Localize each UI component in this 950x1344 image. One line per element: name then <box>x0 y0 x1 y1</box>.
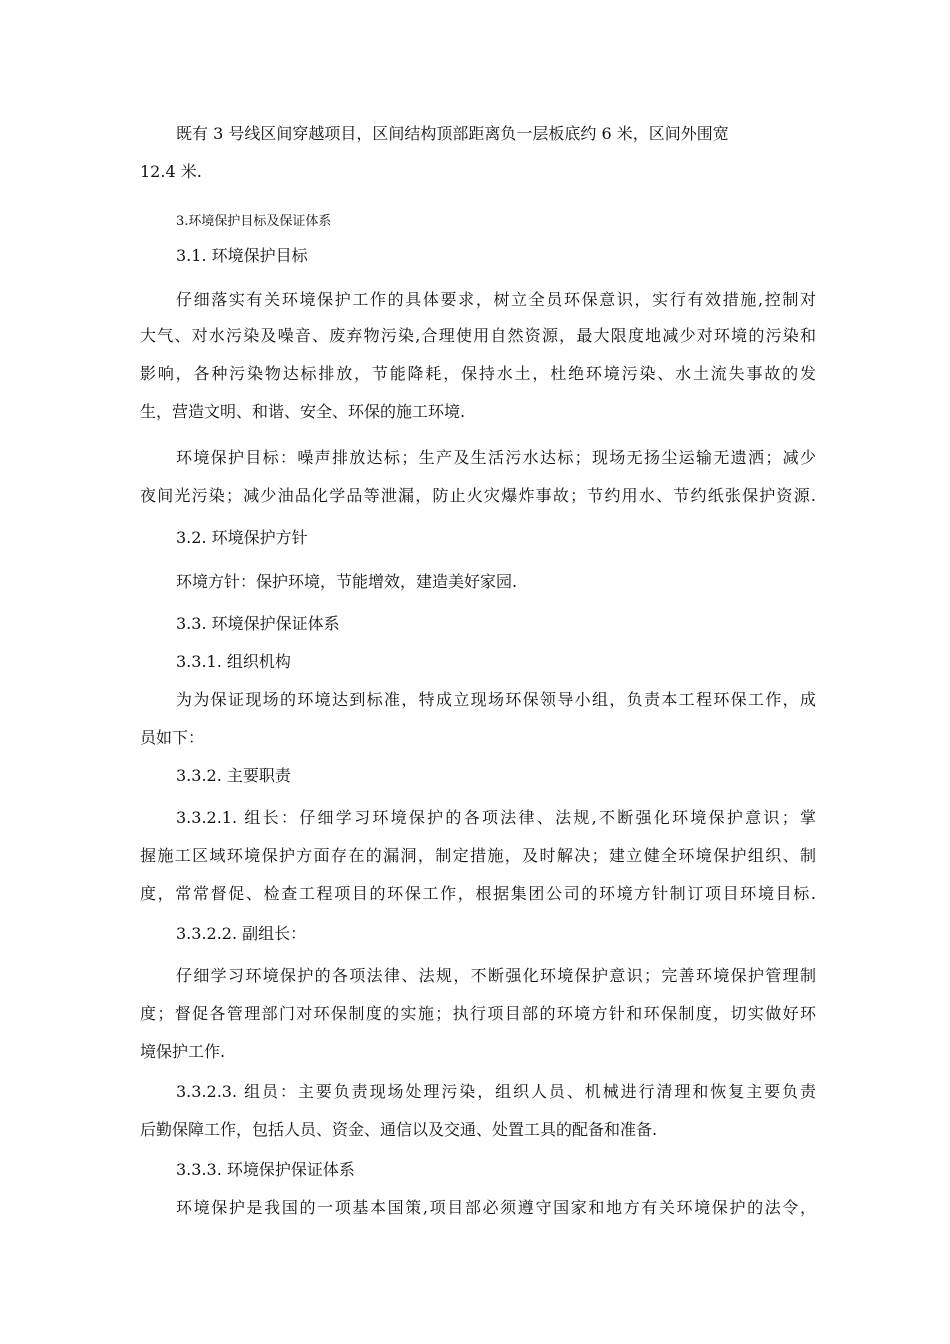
section-heading-3-2: 3.2. 环境保护方针 <box>176 528 308 547</box>
section-heading-3-3-3: 3.3.3. 环境保护保证体系 <box>176 1160 355 1179</box>
paragraph-line-24: 境保护工作. <box>140 1042 226 1061</box>
section-heading-3-3-2: 3.3.2. 主要职责 <box>176 766 291 785</box>
section-heading-3-3: 3.3. 环境保护保证体系 <box>176 614 340 633</box>
section-heading-3-3-1: 3.3.1. 组织机构 <box>176 652 291 671</box>
section-heading-3-3-2-2: 3.3.2.2. 副组长： <box>176 924 307 943</box>
paragraph-line-15: 为为保证现场的环境达到标准，特成立现场环保领导小组，负责本工程环保工作，成 <box>176 690 816 709</box>
paragraph-line-20: 度，常常督促、检查工程项目的环保工作，根据集团公司的环境方针制订项目环境目标. <box>140 884 816 903</box>
section-heading-3: 3.环境保护目标及保证体系 <box>176 214 332 229</box>
paragraph-line-19: 握施工区域环境保护方面存在的漏洞，制定措施，及时解决；建立健全环境保护组织、制 <box>140 846 816 865</box>
paragraph-line-9: 环境保护目标：噪声排放达标；生产及生活污水达标；现场无扬尘运输无遗洒；减少 <box>176 448 816 467</box>
paragraph-line-8: 生，营造文明、和谐、安全、环保的施工环境. <box>140 402 466 421</box>
paragraph-line-22: 仔细学习环境保护的各项法律、法规，不断强化环境保护意识；完善环境保护管理制 <box>176 966 816 985</box>
paragraph-line-23: 度；督促各管理部门对环保制度的实施；执行项目部的环境方针和环保制度，切实做好环 <box>140 1004 816 1023</box>
paragraph-line-25: 3.3.2.3. 组员：主要负责现场处理污染，组织人员、机械进行清理和恢复主要负责 <box>176 1082 816 1101</box>
paragraph-line-7: 影响，各种污染物达标排放，节能降耗，保持水土，杜绝环境污染、水土流失事故的发 <box>140 364 816 383</box>
paragraph-line-5: 仔细落实有关环境保护工作的具体要求，树立全员环保意识，实行有效措施,控制对 <box>176 290 816 309</box>
paragraph-line-18: 3.3.2.1. 组长：仔细学习环境保护的各项法律、法规,不断强化环境保护意识；掌 <box>176 808 816 827</box>
paragraph-line-1: 既有 3 号线区间穿越项目，区间结构顶部距离负一层板底约 6 米，区间外围宽 <box>176 124 729 143</box>
paragraph-line-6: 大气、对水污染及噪音、废弃物污染,合理使用自然资源，最大限度地减少对环境的污染和 <box>140 326 816 345</box>
paragraph-line-26: 后勤保障工作，包括人员、资金、通信以及交通、处置工具的配备和准备. <box>140 1120 658 1139</box>
paragraph-line-28: 环境保护是我国的一项基本国策,项目部必须遵守国家和地方有关环境保护的法令， <box>176 1198 816 1217</box>
paragraph-line-12: 环境方针：保护环境，节能增效，建造美好家园. <box>176 572 518 591</box>
paragraph-line-16: 员如下： <box>140 728 205 747</box>
section-heading-3-1: 3.1. 环境保护目标 <box>176 246 308 265</box>
paragraph-line-10: 夜间光污染；减少油品化学品等泄漏，防止火灾爆炸事故；节约用水、节约纸张保护资源. <box>140 486 816 505</box>
paragraph-line-2: 12.4 米. <box>140 162 202 181</box>
